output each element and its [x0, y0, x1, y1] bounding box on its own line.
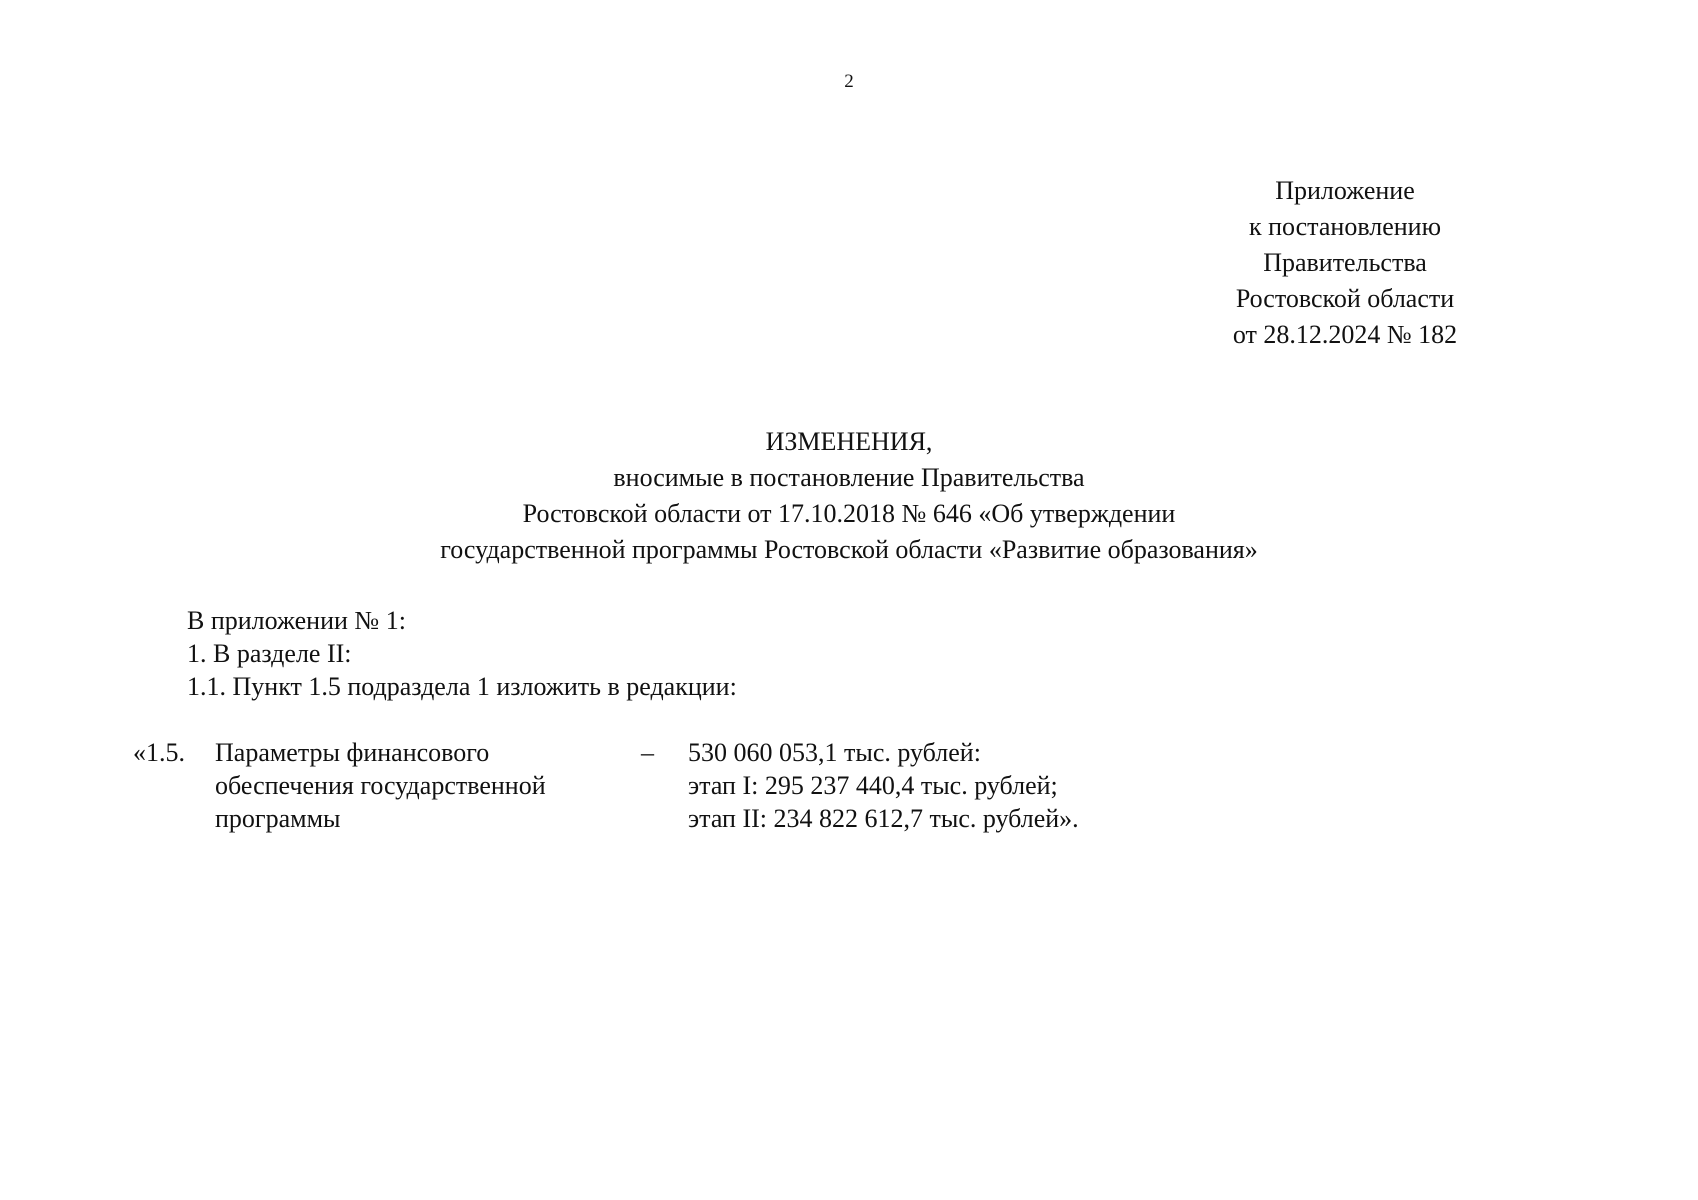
- item-label-line-2: обеспечения государственной: [215, 771, 546, 800]
- appendix-line-2: к постановлению: [1248, 212, 1442, 241]
- body-text: [187, 604, 737, 703]
- body-line-3: 1.1. Пункт 1.5 подраздела 1 изложить в редакции:: [187, 672, 737, 701]
- item-value-line-1: 530 060 053,1 тыс. рублей:: [688, 738, 981, 767]
- item-dash: –: [641, 738, 654, 767]
- page-number: 2: [844, 71, 854, 92]
- item-label: [215, 736, 546, 835]
- title-line-2: Ростовской области от 17.10.2018 № 646 «Об утверждении: [522, 499, 1176, 528]
- appendix-line-4: Ростовской области: [1235, 284, 1455, 313]
- title-line-1: вносимые в постановление Правительства: [613, 463, 1085, 492]
- appendix-block: [1180, 173, 1510, 353]
- item-label-line-3: программы: [215, 804, 341, 833]
- body-line-2: 1. В разделе II:: [187, 639, 352, 668]
- title-line-3: государственной программы Ростовской области «Развитие образования»: [440, 535, 1258, 564]
- appendix-line-3: Правительства: [1263, 248, 1427, 277]
- item-value-line-3: этап II: 234 822 612,7 тыс. рублей».: [688, 804, 1079, 833]
- appendix-line-1: Приложение: [1275, 176, 1415, 205]
- document-title: [0, 424, 1698, 568]
- title-heading: ИЗМЕНЕНИЯ,: [765, 427, 933, 456]
- item-number: «1.5.: [133, 738, 185, 767]
- item-value-line-2: этап I: 295 237 440,4 тыс. рублей;: [688, 771, 1058, 800]
- appendix-line-5: от 28.12.2024 № 182: [1232, 320, 1458, 349]
- item-values: [688, 736, 1079, 835]
- body-line-1: В приложении № 1:: [187, 606, 406, 635]
- item-label-line-1: Параметры финансового: [215, 738, 490, 767]
